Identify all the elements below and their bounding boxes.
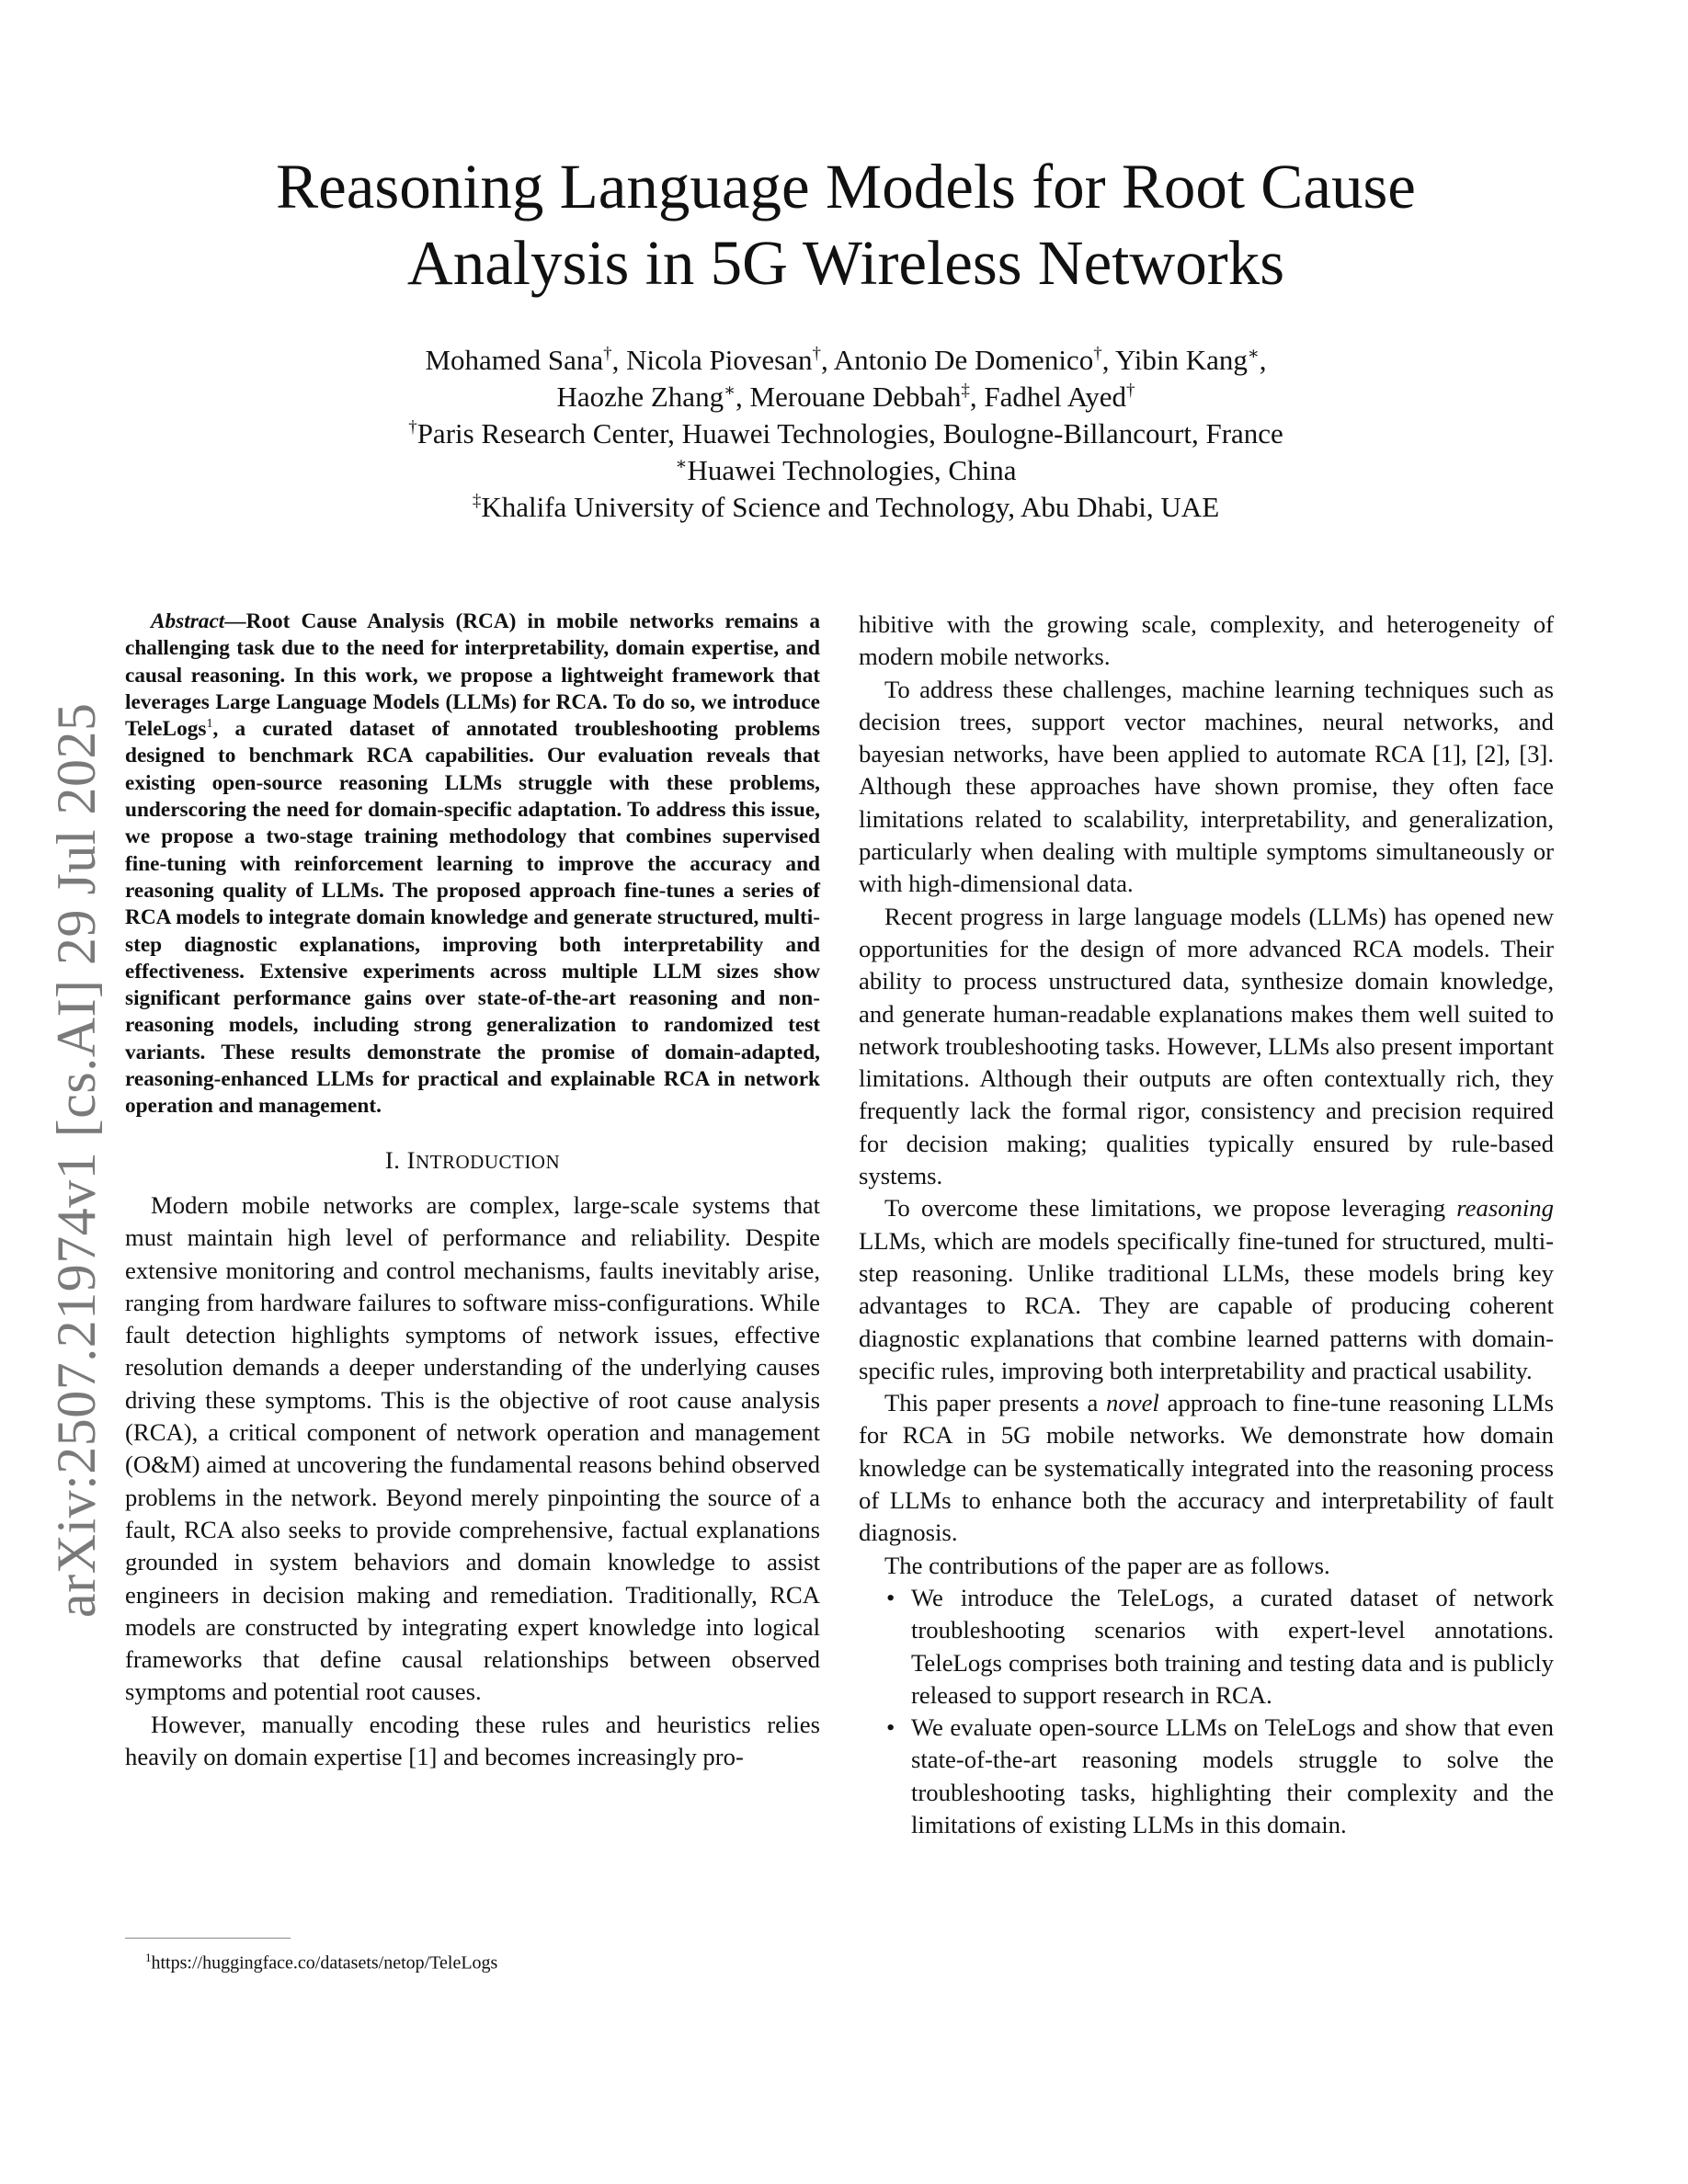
list-item	[859, 1712, 1554, 1841]
affiliation	[276, 415, 1416, 452]
author-mark: †	[812, 344, 821, 364]
footnote-ref: 1	[206, 717, 213, 732]
author-mark: ‡	[961, 381, 970, 401]
intro-paragraph: However, manually encoding these rules and heuristics relies heavily on domain expertise [1] and becomes increasingly pro-	[125, 1710, 820, 1770]
author-name: Fadhel Ayed	[984, 381, 1127, 413]
bullet-icon: •	[886, 1583, 895, 1611]
affiliation-mark: ‡	[472, 491, 482, 511]
emphasis: novel	[1106, 1389, 1159, 1417]
author-block	[276, 342, 1416, 526]
abstract	[125, 609, 820, 1120]
text-run: approach to fine-tune reasoning LLMs for RCA in 5G mobile networks. We demonstrate how domain knowledge can be systematically integrated into the reasoning process of LLMs to enhance both the accuracy and interpretability of fault diagnosis.	[859, 1389, 1554, 1547]
contributions-list	[859, 1582, 1554, 1841]
author-name: Haozhe Zhang	[556, 381, 724, 413]
footnote-mark: 1	[145, 1951, 152, 1964]
author-sep: ,	[1101, 344, 1116, 376]
list-item-text: We evaluate open-source LLMs on TeleLogs and show that even state-of-the-art reasoning models struggle to solve the troubleshooting tasks, highlighting their complexity and the limitations of existing LLMs in this domain.	[911, 1713, 1554, 1838]
section-rest: NTRODUCTION	[415, 1150, 561, 1173]
section-heading-introduction	[125, 1144, 820, 1178]
text-run: LLMs, which are models specifically fine-tuned for structured, multi-step reasoning. Unlike traditional LLMs, these models bring key advantages to RCA. They are capable of producing coherent diagnostic explanations that combine learned patterns with domain-specific rules, improving both interpretability and practical usability.	[859, 1226, 1554, 1384]
affiliation-mark: ∗	[675, 454, 688, 474]
author-mark: †	[1093, 344, 1102, 364]
affiliation	[276, 489, 1416, 526]
author-sep: ,	[969, 381, 985, 413]
intro-paragraph: Modern mobile networks are complex, large-scale systems that must maintain high level of performance and reliability. Despite extensive monitoring and control mechanisms, faults inevitably arise, ranging from hardware failures to software miss-configurations. While fault detection highlights symptoms of network issues, effective resolution demands a deeper understanding of the underlying causes driving these symptoms. This is the objective of root cause analysis (RCA), a critical component of network operation and management (O&M) aimed at uncovering the fundamental reasons behind observed problems in the network. Beyond merely pinpointing the source of a fault, RCA also seeks to provide comprehensive, factual explanations grounded in system behaviors and domain knowledge to assist engineers in decision making and remediation. Traditionally, RCA models are constructed by integrating expert knowledge into logical frameworks that define causal relationships between observed symptoms and potential root causes.	[125, 1190, 820, 1706]
affiliation-text: Paris Research Center, Huawei Technologies, Boulogne-Billancourt, France	[416, 417, 1283, 449]
emphasis: reasoning	[1456, 1194, 1554, 1223]
author-name: Mohamed Sana	[425, 344, 604, 376]
author-sep: ,	[736, 381, 750, 413]
author-line-1	[276, 342, 1416, 379]
footnote-rule	[125, 1938, 291, 1939]
contributions-intro: The contributions of the paper are as follows.	[884, 1551, 1330, 1579]
text-run: To overcome these limitations, we propose leveraging	[884, 1194, 1457, 1223]
author-sep: ,	[1259, 344, 1267, 376]
section-numeral: I.	[384, 1145, 401, 1174]
footnote	[145, 1946, 497, 1975]
affiliation-text: Khalifa University of Science and Technology, Abu Dhabi, UAE	[481, 491, 1220, 523]
affiliation-mark: †	[408, 417, 417, 438]
author-mark: ∗	[724, 381, 736, 401]
right-column	[859, 609, 1554, 1841]
list-item-text: We introduce the TeleLogs, a curated dataset of network troubleshooting scenarios with expert-level annotations. TeleLogs comprises both training and testing data and is publicly released to support research in RCA.	[911, 1583, 1554, 1709]
author-name: Merouane Debbah	[749, 381, 962, 413]
abstract-text-cont: , a curated dataset of annotated troubleshooting problems designed to benchmark RCA capabilities. Our evaluation reveals that existing open-source reasoning LLMs struggle with these problems, underscoring the need for domain-specific adaptation. To address this issue, we propose a two-stage training methodology that combines supervised fine-tuning with reinforcement learning to improve the accuracy and reasoning quality of LLMs. The proposed approach fine-tunes a series of RCA models to integrate domain knowledge and generate structured, multi-step diagnostic explanations, improving both interpretability and effectiveness. Extensive experiments across multiple LLM sizes show significant performance gains over state-of-the-art reasoning and non-reasoning models, including strong generalization to randomized test variants. These results demonstrate the promise of domain-adapted, reasoning-enhanced LLMs for practical and explainable RCA in network operation and management.	[125, 717, 820, 1119]
intro-paragraph: Recent progress in large language models (LLMs) has opened new opportunities for the design of more advanced RCA models. Their ability to process unstructured data, synthesize domain knowledge, and generate human-readable explanations makes them well suited to network troubleshooting tasks. However, LLMs also present important limitations. Although their outputs are often contextually rich, they frequently lack the formal rigor, consistency and precision required for decision making; qualities typically ensured by rule-based systems.	[859, 902, 1554, 1190]
author-mark: †	[603, 344, 612, 364]
arxiv-stamp: arXiv:2507.21974v1 [cs.AI] 29 Jul 2025	[46, 702, 107, 1618]
bullet-icon: •	[886, 1713, 895, 1742]
footnote-link[interactable]: https://huggingface.co/datasets/netop/TeleLogs	[151, 1952, 498, 1974]
author-sep: ,	[611, 344, 627, 376]
list-item	[859, 1582, 1554, 1712]
author-mark: ∗	[1247, 344, 1260, 364]
abstract-text: —Root Cause Analysis (RCA) in mobile networks remains a challenging task due to the need for interpretability, domain expertise, and causal reasoning. In this work, we propose a lightweight framework that leverages Large Language Models (LLMs) for RCA. To do so, we introduce TeleLogs	[125, 609, 820, 742]
affiliation-text: Huawei Technologies, China	[687, 454, 1017, 486]
intro-paragraph-continued: hibitive with the growing scale, complexity, and heterogeneity of modern mobile networks.	[859, 610, 1554, 671]
intro-paragraph	[859, 1192, 1554, 1387]
author-name: Antonio De Domenico	[833, 344, 1094, 376]
intro-paragraph: To address these challenges, machine learning techniques such as decision trees, support vector machines, neural networks, and bayesian networks, have been applied to automate RCA [1], [2], [3]. Although these approaches have shown promise, they often face limitations related to scalability, interpretability, and generalization, particularly when dealing with multiple symptoms simultaneously or with high-dimensional data.	[859, 675, 1554, 898]
abstract-lead: Abstract	[151, 609, 225, 633]
intro-paragraph	[859, 1387, 1554, 1549]
title-line-2: Analysis in 5G Wireless Networks	[406, 228, 1285, 298]
left-column	[125, 609, 820, 1773]
author-line-2	[276, 379, 1416, 415]
author-mark: †	[1126, 381, 1135, 401]
section-initial: I	[406, 1145, 416, 1174]
affiliation	[276, 452, 1416, 489]
title-line-1: Reasoning Language Models for Root Cause	[276, 152, 1416, 222]
author-sep: ,	[821, 344, 834, 376]
text-run: This paper presents a	[884, 1389, 1107, 1417]
paper-title	[165, 149, 1526, 301]
author-name: Yibin Kang	[1115, 344, 1248, 376]
author-name: Nicola Piovesan	[626, 344, 813, 376]
